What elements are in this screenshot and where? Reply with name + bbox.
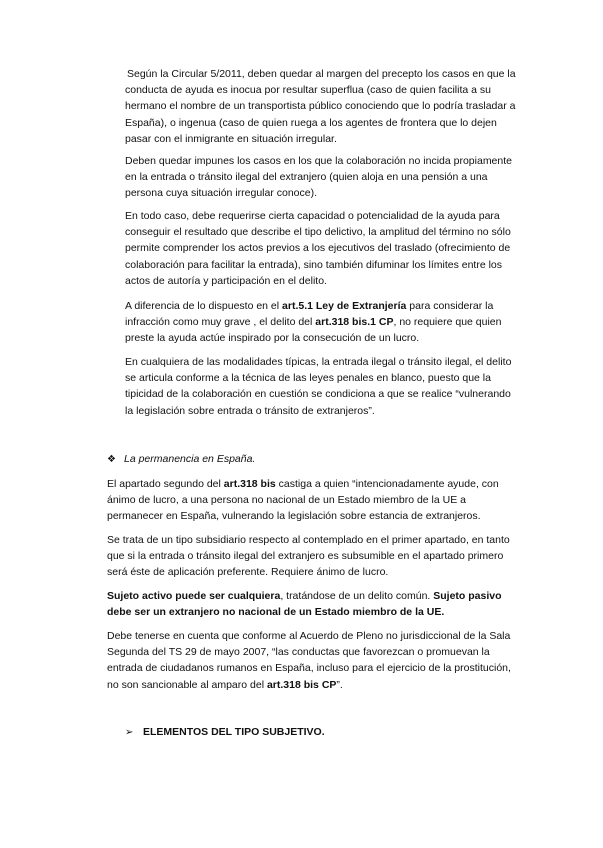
paragraph-text: A diferencia de lo dispuesto en el	[125, 300, 283, 312]
bold-text: Sujeto pasivo debe ser un extranjero no nacional de un Estado miembro de la UE.	[107, 590, 502, 619]
paragraph-text: Debe tenerse en cuenta que conforme al Acuerdo de Pleno no jurisdiccional de la Sala Segunda del TS 29 de mayo 2007, “las conductas que favorezcan o promuevan la entrada de ciudadanos rumanos en España, incluso para el ejercicio de la prostitución, no son sancionable al amparo del	[107, 630, 511, 691]
arrow-bullet-icon: ➢	[125, 727, 134, 738]
paragraph-capacidad	[125, 208, 521, 289]
law-reference: art.318 bis.1 CP	[315, 316, 394, 329]
paragraph-text: Se trata de un tipo subsidiario respecto al contemplado en el primer apartado, en tanto que si la entrada o tránsito ilegal del extranjero es subsumible en el apartado primero será éste de aplicación preferente. Requiere ánimo de lucro.	[107, 534, 510, 579]
paragraph-text: Deben quedar impunes los casos en los que la colaboración no incida propiamente en la entrada o tránsito ilegal del extranjero (quien aloja en una pensión a una persona cuya situación irregular conoce).	[125, 155, 512, 200]
law-reference: art.5.1 Ley de Extranjería	[282, 300, 407, 312]
paragraph-text: El apartado segundo del	[107, 478, 224, 490]
heading-text: ELEMENTOS DEL TIPO SUBJETIVO.	[143, 726, 325, 738]
paragraph-impunes	[125, 153, 521, 202]
paragraph-modalidades	[125, 354, 521, 419]
paragraph-text: En cualquiera de las modalidades típicas, la entrada ilegal o tránsito ilegal, el delito se articula conforme a la técnica de las leyes penales en blanco, puesto que la tipicidad de la colaboración en cuestión se condiciona a que se realice “vulnerando la legislación sobre entrada o tránsito de extranjeros”.	[125, 356, 512, 417]
paragraph-text: castiga a quien “intencionadamente ayude, con ánimo de lucro, a una persona no nacional de un Estado miembro de la UE a permanecer en España, vulnerando la legislación sobre estancia de extranjeros.	[107, 478, 499, 523]
section-title: La permanencia en España.	[124, 453, 256, 465]
paragraph-subsidiario	[107, 532, 517, 581]
paragraph-text: para considerar la infracción como muy grave , el delito del	[125, 300, 494, 329]
paragraph-text: , tratándose de un delito común.	[280, 590, 434, 602]
paragraph-circular	[125, 66, 521, 147]
paragraph-diferencia	[125, 298, 521, 347]
diamond-bullet-icon: ❖	[107, 454, 116, 465]
paragraph-acuerdo	[107, 628, 517, 693]
paragraph-text: ”.	[336, 678, 343, 691]
law-reference: art.318 bis CP	[266, 678, 337, 691]
paragraph-text: Según la Circular 5/2011, deben quedar al margen del precepto los casos en que la conducta de ayuda es inocua por resultar superflua (caso de quien facilita a su hermano el nombre de un transportista público conociendo que lo podría trasladar a España), o ingenua (caso de quien ruega a los agentes de frontera que lo dejen pasar con el inmigrante en situación irregular.	[125, 68, 516, 145]
section-heading	[125, 724, 325, 741]
bold-text: Sujeto activo puede ser cualquiera	[107, 590, 281, 602]
paragraph-sujetos	[107, 588, 517, 620]
law-reference: art.318 bis	[223, 478, 276, 490]
paragraph-apartado-segundo	[107, 476, 517, 525]
paragraph-text: , no requiere que quien preste la ayuda actúe inspirado por la consecución de un lucro.	[125, 316, 502, 345]
section-bullet	[107, 451, 255, 468]
paragraph-text: En todo caso, debe requerirse cierta capacidad o potencialidad de la ayuda para conseguir el resultado que describe el tipo delictivo, la amplitud del término no sólo permite comprender los actos previos a los ejecutivos del traslado (ofrecimiento de colaboración para facilitar la entrada), sino también difuminar los límites entre los actos de autoría y participación en el delito.	[125, 210, 511, 287]
